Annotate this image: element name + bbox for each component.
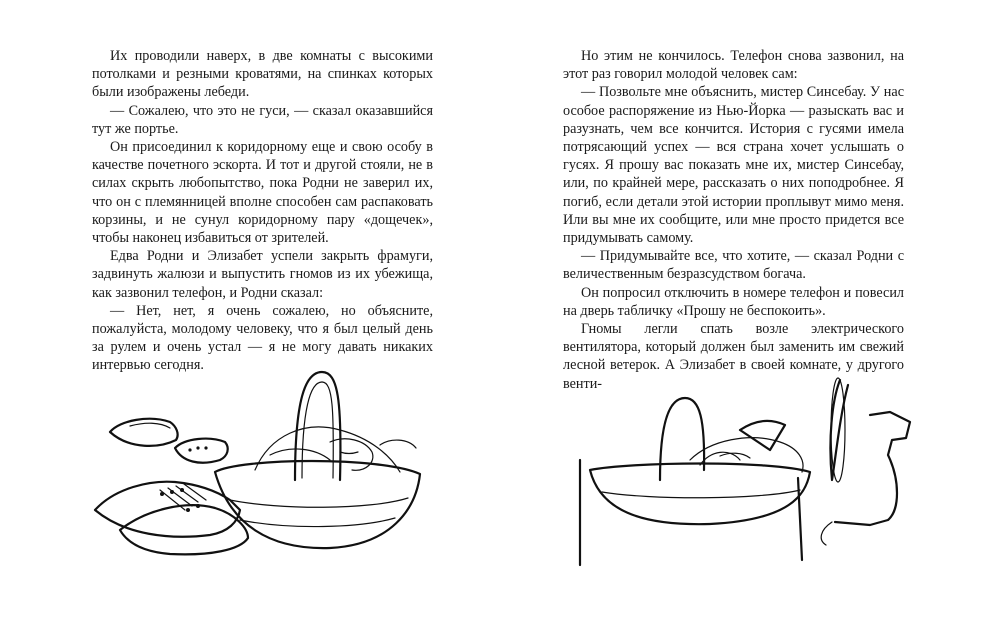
shoe-small-2 [175, 439, 228, 463]
paragraph: Но этим не кончилось. Телефон снова зазвонил, на этот раз говорил молодой человек сам: [563, 48, 904, 83]
illustration-sleeping-gnome-fan [570, 360, 930, 575]
gnome-hat [740, 421, 785, 450]
paragraph: — Придумывайте все, что хотите, — сказал Родни с величественным безразсудством богача. [563, 248, 904, 283]
paragraph: Едва Родни и Элизабет успели закрыть фрамуги, задвинуть жалюзи и выпустить гномов из их убежища, как зазвонил телефон, и Родни сказал: [92, 248, 433, 301]
illustration-basket-shoes [90, 360, 435, 570]
basket-shoes-drawing [90, 360, 435, 570]
paragraph: — Позвольте мне объяснить, мистер Синсебау. У нас особое распоряжение из Нью-Йорка — разыскать вас и разузнать, чем все кончится. История с гусями имела потрясающий успех — вся страна хочет услышать о гусях. Я прошу вас показать мне их, мистер Синсебау, или, по крайней мере, рассказать о них поподробнее. Я погиб, если детали этой истории проплывут мимо меня. Или вы мне их сообщите, или мне просто придется все придумывать самому. [563, 84, 904, 247]
basket-handle [660, 398, 704, 480]
shoe-large-2 [120, 505, 248, 554]
paragraph: Их проводили наверх, в две комнаты с высокими потолками и резными кроватями, на спинках которых были изображены лебеди. [92, 48, 433, 101]
paragraph: Он попросил отключить в номере телефон и повесил на дверь табличку «Прошу не беспокоить». [563, 284, 904, 319]
paragraph: Он присоединил к коридорному еще и свою особу в качестве почетного эскорта. И тот и другой стояли, не в силах скрыть любопытство, пока Родни не заверил их, что он с племянницей вполне способен сам распаковать корзины, и не сунул коридорному пару «дощечек», чтобы наконец избавиться от зрителей. [92, 139, 433, 247]
right-page-text [563, 47, 904, 393]
paragraph: — Нет, нет, я очень сожалею, но объясните, пожалуйста, молодому человеку, что я был целый день за рулем и очень устал — я не могу давать никаких интервью сегодня. [92, 302, 433, 374]
sleeping-gnome-fan-drawing [570, 360, 930, 575]
fan-stand [835, 412, 910, 525]
paragraph: — Сожалею, что это не гуси, — сказал оказавшийся тут же портье. [92, 102, 433, 137]
gnome-head [330, 439, 373, 470]
paragraph: Гномы легли спать возле электрического вентилятора, который должен был заменить им свежий лесной ветерок. А Элизабет в своей комнате, у другого венти- [563, 321, 904, 392]
basket-body [215, 461, 420, 548]
left-page-text [92, 47, 433, 375]
